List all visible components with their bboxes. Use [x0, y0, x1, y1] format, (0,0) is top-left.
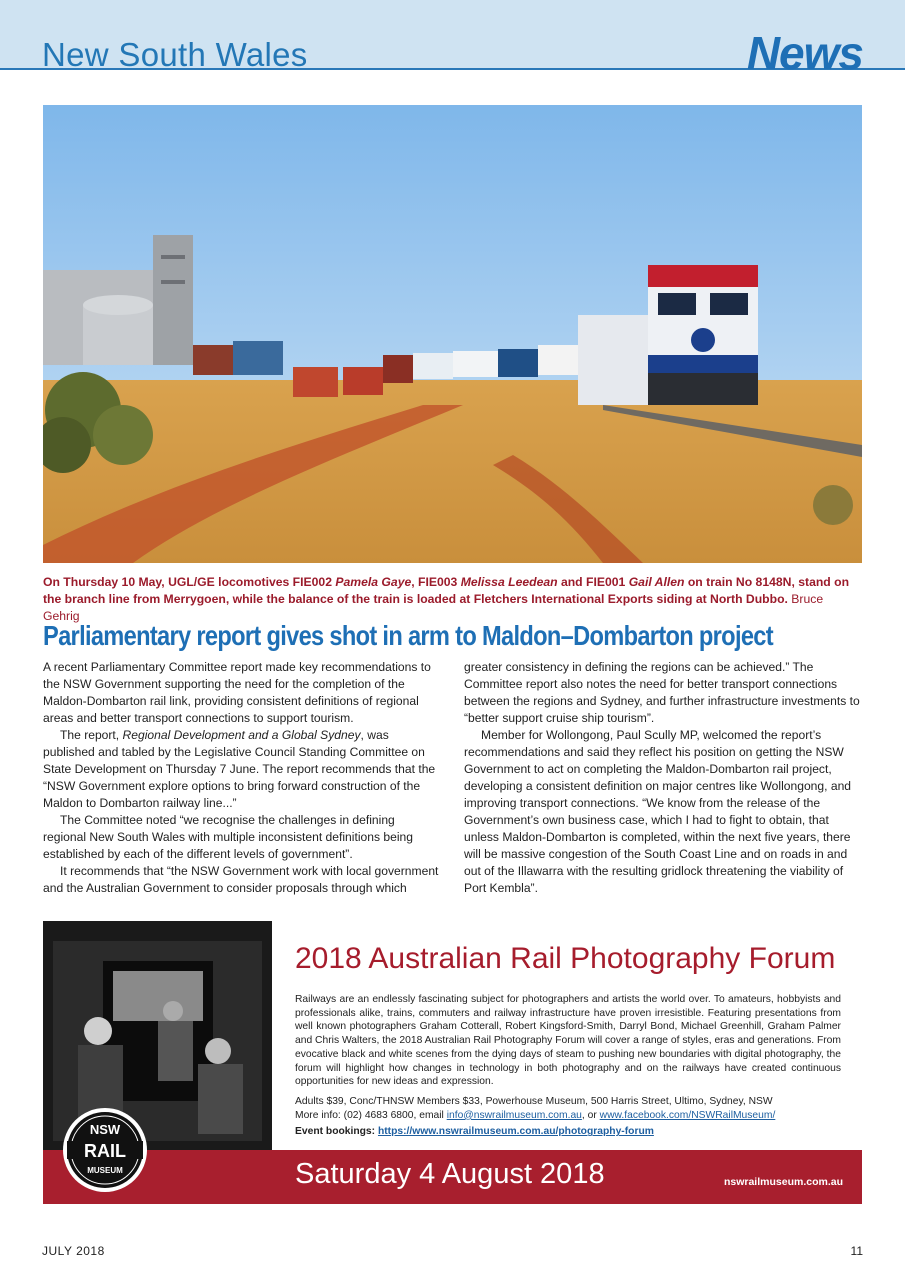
- forum-bookings: Event bookings: https://www.nswrailmuseum.com.au/photography-forum: [295, 1126, 654, 1138]
- hero-photo: [43, 105, 862, 563]
- facebook-link[interactable]: www.facebook.com/NSWRailMuseum/: [599, 1109, 776, 1121]
- email-link[interactable]: info@nswrailmuseum.com.au: [446, 1109, 582, 1121]
- forum-body-text: Railways are an endlessly fascinating subject for photographers and artists the world over. To amateurs, hobbyists and professionals alike, trains, commuters and railway infrastructure have proven irresistible. Featuring presentations from well known photographers Graham Cotterall, Robert Kingsford-Smith, Darryl Bond, Michael Greenhill, Graham Palmer and Chris Walters, the 2018 Australian Rail Photography Forum will cover a range of styles, eras and generations. From evocative black and white scenes from the dying days of steam to pushing new boundaries with digital photography, the forum will highlight how changes in technology in both photography and on the railways have created continuous opportunities for new ideas and expression.: [295, 994, 841, 1088]
- svg-text:RAIL: RAIL: [84, 1141, 126, 1161]
- article-paragraph: Member for Wollongong, Paul Scully MP, welcomed the report’s recommendations and said they reflect his position on getting the NSW Government to act on completing the Maldon-Dombarton rail project, developing a consistent definition on major centres like Wollongong, and improving transport connections. “We know from the release of the Government’s own business case, which I had to fight to obtain, that unless Maldon-Dombarton is completed, within the next five years, there will be massive congestion of the South Coast Line and on roads in and out of the Illawarra with the resulting gridlock threatening the viability of Port Kembla”.: [464, 728, 852, 895]
- photo-credit: Bruce Gehrig: [43, 592, 824, 623]
- article-paragraph: greater consistency in defining the regions can be achieved.” The Committee report also notes the need for better transport connections between the regions and Sydney, and further infrastructure investments to “better support cruise ship tourism”.: [464, 660, 860, 725]
- page-number: 11: [850, 1244, 863, 1258]
- article-paragraph: A recent Parliamentary Committee report made key recommendations to the NSW Government supporting the need for the completion of the Maldon-Dombarton rail link, providing consistent definitions of regional areas and better transport connections to support tourism.: [43, 660, 431, 725]
- article-column-2: [464, 659, 862, 897]
- article-paragraph: It recommends that “the NSW Government work with local government and the Australian Government to consider proposals through which: [43, 864, 439, 895]
- news-brand: News: [746, 27, 863, 79]
- article-headline: Parliamentary report gives shot in arm to Maldon–Dombarton project: [43, 620, 773, 651]
- forum-prices: Adults $39, Conc/THNSW Members $33, Powerhouse Museum, 500 Harris Street, Ultimo, Sydney, NSW: [295, 1095, 773, 1107]
- bookings-link[interactable]: https://www.nswrailmuseum.com.au/photography-forum: [377, 1126, 654, 1138]
- photo-caption: On Thursday 10 May, UGL/GE locomotives FIE002 Pamela Gaye, FIE003 Melissa Leedean and FIE001 Gail Allen on train No 8148N, stand on the branch line from Merrygoen, while the balance of the train is loaded at Fletchers International Exports siding at North Dubbo. Bruce Gehrig: [43, 575, 850, 623]
- section-title: New South Wales: [42, 36, 308, 73]
- article-column-1: [43, 659, 441, 897]
- svg-text:NSW: NSW: [89, 1122, 121, 1137]
- article-paragraph: The Committee noted “we recognise the challenges in defining regional New South Wales with multiple inconsistent definitions being established by each of the different levels of government”.: [43, 813, 413, 861]
- forum-contact: More info: (02) 4683 6800, email info@nswrailmuseum.com.au, or www.facebook.com/NSWRailMuseum/: [295, 1109, 776, 1121]
- nsw-rail-museum-logo: [62, 1107, 148, 1193]
- museum-website[interactable]: nswrailmuseum.com.au: [723, 1176, 843, 1188]
- svg-text:MUSEUM: MUSEUM: [87, 1166, 123, 1175]
- issue-date: JULY 2018: [42, 1244, 105, 1258]
- forum-date: Saturday 4 August 2018: [295, 1158, 605, 1190]
- article-paragraph: The report, Regional Development and a Global Sydney, was published and tabled by the Legislative Council Standing Committee on State Development on Thursday 7 June. The report recommends that the “NSW Government explore options to bring forward construction of the Maldon to Dombarton railway line...”: [43, 728, 436, 810]
- forum-description: [295, 993, 841, 1139]
- forum-title: 2018 Australian Rail Photography Forum: [295, 942, 836, 975]
